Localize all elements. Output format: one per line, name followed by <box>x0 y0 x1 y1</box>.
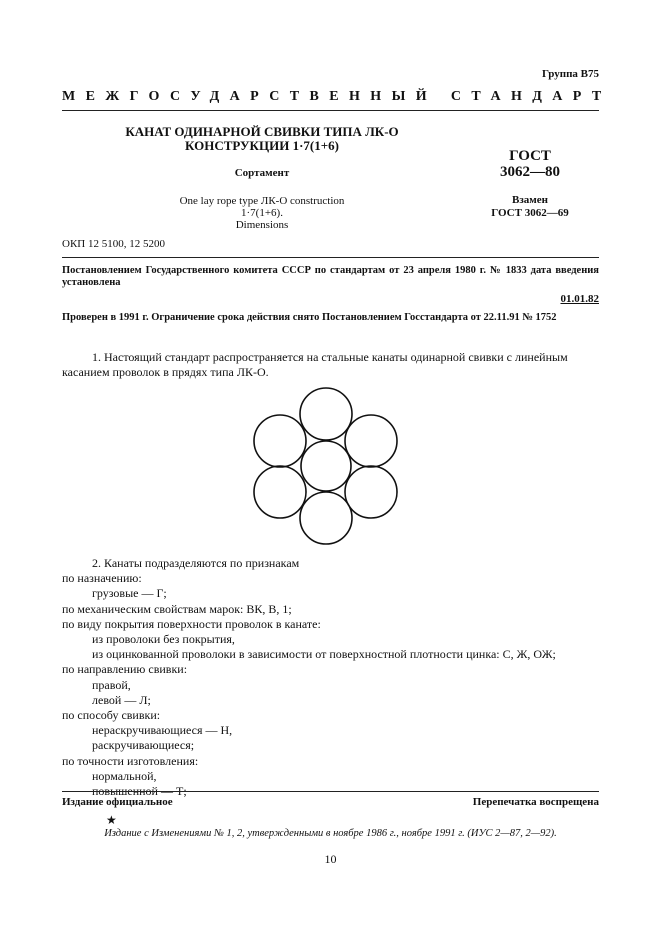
gost-block <box>470 148 590 220</box>
list-item: повышенной — Т; <box>92 784 187 799</box>
gost-number: 3062—80 <box>500 164 560 180</box>
title-ru-line2: КОНСТРУКЦИИ 1·7(1+6) <box>185 138 339 153</box>
wire-bottom <box>300 492 352 544</box>
list-item: раскручивающиеся; <box>92 738 195 753</box>
paragraph-1: 1. Настоящий стандарт распространяется на стальные канаты одинарной свивки с линейным касанием проволок в прядях типа ЛК-О. <box>62 350 568 379</box>
standard-banner: МЕЖГОСУДАРСТВЕННЫЙ СТАНДАРТ <box>62 89 612 104</box>
list-item: левой — Л; <box>92 692 151 707</box>
title-en-line3: Dimensions <box>235 219 289 231</box>
edition-note: Издание с Изменениями № 1, 2, утвержденными в ноябре 1986 г., ноябре 1991 г. (ИУС 2—87, 2—92). <box>104 828 557 839</box>
title-en-line2: 1·7(1+6). <box>241 207 283 219</box>
gost-label: ГОСТ <box>509 148 551 164</box>
list-item: из оцинкованной проволоки в зависимости от поверхностной плотности цинка: С, Ж, ОЖ; <box>92 647 556 662</box>
title-ru-line1: КАНАТ ОДИНАРНОЙ СВИВКИ ТИПА ЛК-О <box>125 124 399 139</box>
list-item: по способу свивки: <box>62 708 161 723</box>
title-block <box>122 125 402 231</box>
list-item: по направлению свивки: <box>62 662 188 677</box>
page-number: 10 <box>324 852 337 866</box>
okp-rule <box>62 257 599 258</box>
rope-cross-section-diagram <box>242 384 422 548</box>
list-item: нормальной, <box>92 768 157 783</box>
star-icon: ★ <box>106 813 117 827</box>
replaces-number: ГОСТ 3062—69 <box>491 207 569 219</box>
list-item: из проволоки без покрытия, <box>92 632 235 647</box>
okp-code: ОКП 12 5100, 12 5200 <box>62 238 165 250</box>
title-subtitle: Сортамент <box>234 167 290 179</box>
list-item: по виду покрытия поверхности проволок в канате: <box>62 616 321 631</box>
footer-rule <box>62 791 599 792</box>
list-item: по точности изготовления: <box>62 753 199 768</box>
official-edition: Издание официальное <box>62 796 173 808</box>
checked-note: Проверен в 1991 г. Ограничение срока действия снято Постановлением Госстандарта от 22.11.91 № 1752 <box>62 312 557 323</box>
decree-text: Постановлением Государственного комитета СССР по стандартам от 23 апреля 1980 г. № 1833 дата введения установлена <box>62 265 599 288</box>
wire-center <box>301 441 351 491</box>
decree-date: 01.01.82 <box>560 293 599 305</box>
replaces-label: Взамен <box>512 194 548 206</box>
list-item: по назначению: <box>62 571 142 586</box>
classification-list <box>62 556 556 799</box>
list-item: 2. Канаты подразделяются по признакам <box>92 556 300 570</box>
wire-upper-left <box>254 415 306 467</box>
title-en-line1: One lay rope type ЛК-О construction <box>179 195 345 207</box>
group-code: Группа В75 <box>541 68 599 80</box>
wire-lower-right <box>345 466 397 518</box>
wire-lower-left <box>254 466 306 518</box>
header-rule <box>62 110 599 111</box>
wire-top <box>300 388 352 440</box>
wire-upper-right <box>345 415 397 467</box>
list-item: по механическим свойствам марок: ВК, В, 1; <box>62 601 292 616</box>
list-item: грузовые — Г; <box>92 586 167 601</box>
list-item: нераскручивающиеся — Н, <box>92 723 233 738</box>
reprint-prohibited: Перепечатка воспрещена <box>472 796 599 808</box>
list-item: правой, <box>92 677 131 692</box>
